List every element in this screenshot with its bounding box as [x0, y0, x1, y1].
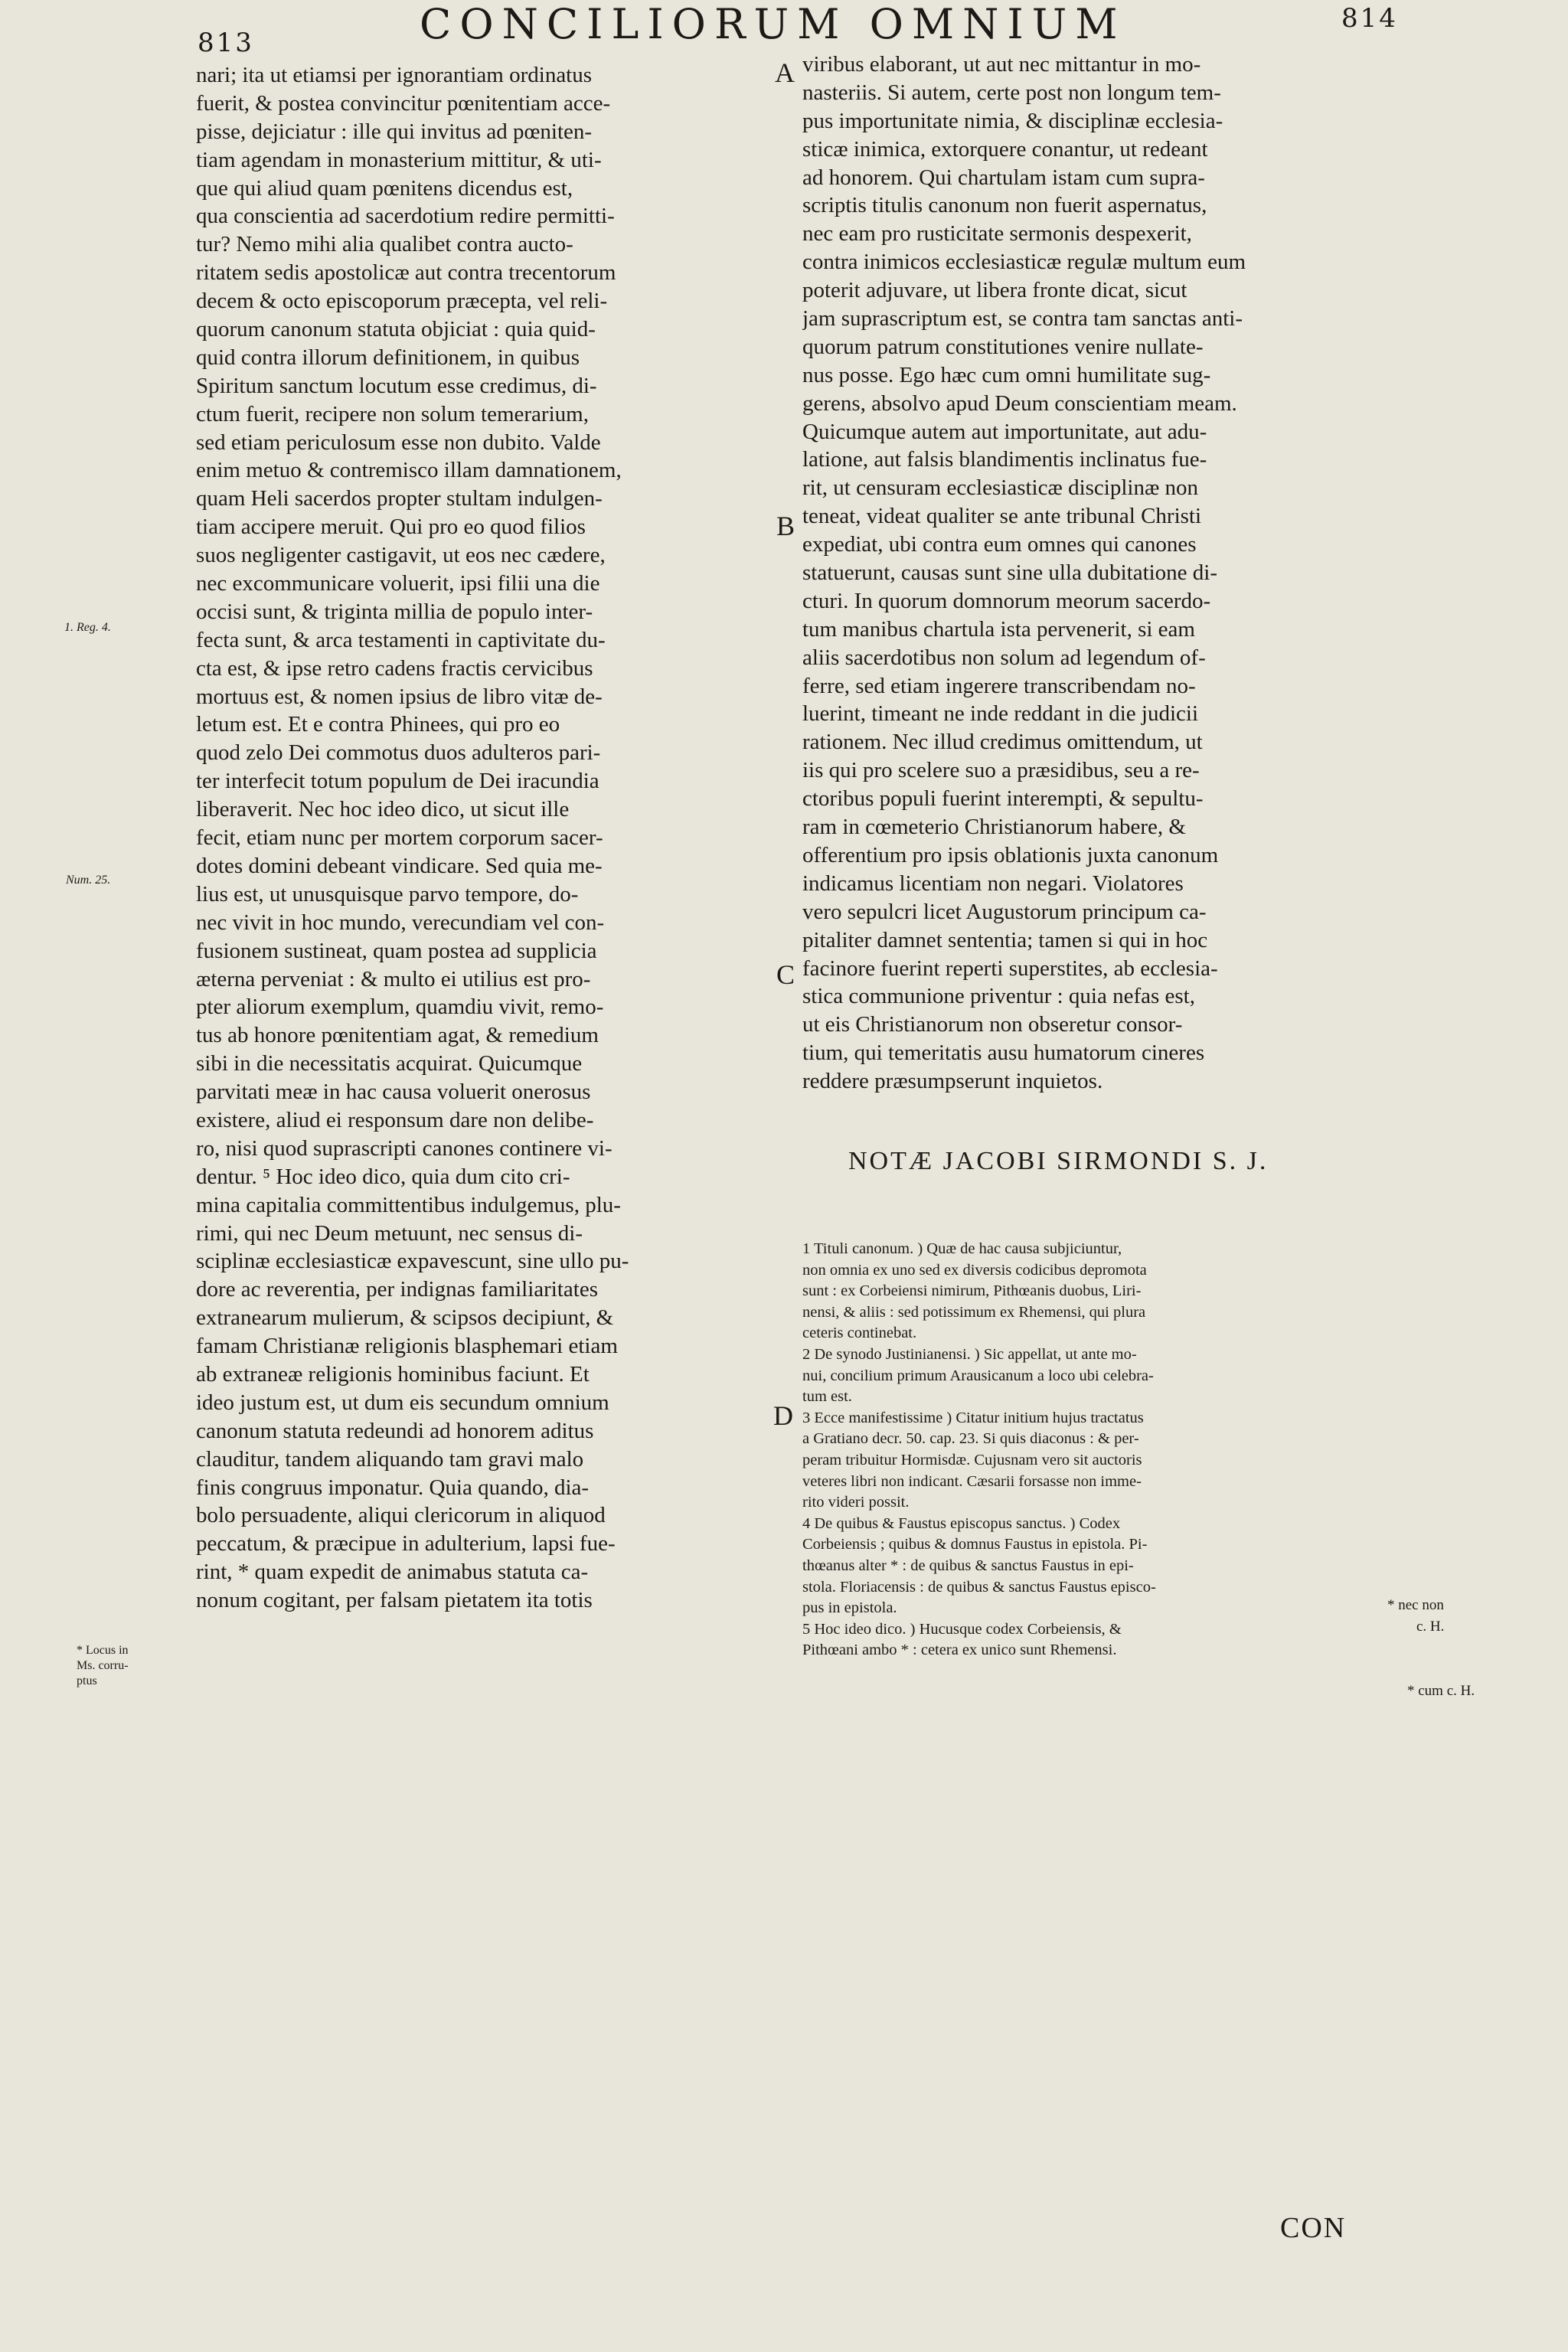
- section-letter-c: C: [776, 959, 795, 990]
- text-line: dotes domini debeant vindicare. Sed quia me-: [196, 853, 603, 878]
- text-line: nec vivit in hoc mundo, verecundiam vel con-: [196, 910, 605, 935]
- text-line: quid contra illorum definitionem, in quibus: [196, 345, 580, 370]
- text-line: liberaverit. Nec hoc ideo dico, ut sicut ille: [196, 797, 570, 822]
- text-line: lius est, ut unusquisque parvo tempore, do-: [196, 881, 579, 906]
- note-line: 1 Tituli canonum. ) Quæ de hac causa subjiciuntur,: [802, 1240, 1122, 1257]
- left-column: [196, 61, 778, 1615]
- margin-note-reg: 1. Reg. 4.: [64, 621, 111, 634]
- text-line: occisi sunt, & triginta millia de populo inter-: [196, 599, 593, 624]
- text-line: æterna perveniat : & multo ei utilius est pro-: [196, 966, 591, 991]
- text-line: teneat, videat qualiter se ante tribunal Christi: [802, 504, 1202, 529]
- text-line: existere, aliud ei responsum dare non delibe-: [196, 1107, 594, 1132]
- text-line: tium, qui temeritatis ausu humatorum cineres: [802, 1040, 1205, 1066]
- page-number-right: 814: [1341, 3, 1398, 34]
- note-line: stola. Floriacensis : de quibus & sanctus Faustus episco-: [802, 1578, 1156, 1596]
- right-column: [802, 51, 1400, 1096]
- text-line: offerentium pro ipsis oblationis juxta canonum: [802, 842, 1219, 867]
- text-line: rit, ut censuram ecclesiasticæ disciplinæ non: [802, 475, 1199, 501]
- text-line: cta est, & ipse retro cadens fractis cervicibus: [196, 655, 593, 681]
- text-line: nasteriis. Si autem, certe post non longum tem-: [802, 80, 1221, 105]
- text-line: tiam agendam in monasterium mittitur, & uti-: [196, 147, 602, 172]
- text-line: bolo persuadente, aliqui clericorum in aliquod: [196, 1503, 606, 1528]
- text-line: fusionem sustineat, quam postea ad supplicia: [196, 938, 597, 963]
- note-line: Pithœani ambo * : cetera ex unico sunt Rhemensi.: [802, 1642, 1117, 1659]
- text-line: aliis sacerdotibus non solum ad legendum of-: [802, 645, 1206, 670]
- margin-note-num: Num. 25.: [66, 874, 111, 887]
- text-line: quam Heli sacerdos propter stultam indulgen-: [196, 486, 603, 511]
- text-line: parvitati meæ in hac causa voluerit onerosus: [196, 1080, 591, 1105]
- text-line: mortuus est, & nomen ipsius de libro vitæ de-: [196, 684, 603, 709]
- text-line: sibi in die necessitatis acquirat. Quicumque: [196, 1051, 583, 1076]
- text-line: nec excommunicare voluerit, ipsi filii una die: [196, 571, 600, 596]
- text-line: scriptis titulis canonum non fuerit aspernatus,: [802, 193, 1207, 218]
- text-line: Quicumque autem aut importunitate, aut adu-: [802, 419, 1207, 444]
- text-line: que qui aliud quam pœnitens dicendus est,: [196, 175, 573, 201]
- note-line: ceteris continebat.: [802, 1325, 917, 1342]
- note-line: peram tribuitur Hormisdæ. Cujusnam vero sit auctoris: [802, 1451, 1142, 1468]
- note-line: 3 Ecce manifestissime ) Citatur initium hujus tractatus: [802, 1409, 1144, 1426]
- text-line: ram in cœmeterio Christianorum habere, &: [802, 815, 1186, 840]
- text-line: pus importunitate nimia, & disciplinæ ecclesia-: [802, 108, 1223, 133]
- text-line: jam suprascriptum est, se contra tam sanctas anti-: [802, 306, 1243, 332]
- text-line: sciplinæ ecclesiasticæ expavescunt, sine ullo pu-: [196, 1249, 629, 1274]
- text-line: luerint, timeant ne inde reddant in die judicii: [802, 701, 1199, 727]
- text-line: ro, nisi quod suprascripti canones continere vi-: [196, 1135, 612, 1161]
- margin-note-locus: * Locus in Ms. corru- ptus: [77, 1644, 129, 1687]
- text-line: rationem. Nec illud credimus omittendum, ut: [802, 730, 1203, 755]
- note-line: non omnia ex uno sed ex diversis codicibus depromota: [802, 1261, 1147, 1279]
- text-line: extranearum mulierum, & scipsos decipiunt, &: [196, 1305, 614, 1331]
- text-line: ad honorem. Qui chartulam istam cum supra-: [802, 165, 1205, 190]
- text-line: tum manibus chartula ista pervenerit, si eam: [802, 616, 1195, 642]
- section-letter-a: A: [775, 57, 795, 88]
- text-line: contra inimicos ecclesiasticæ regulæ multum eum: [802, 250, 1246, 275]
- text-line: facinore fuerint reperti superstites, ab ecclesia-: [802, 956, 1218, 981]
- text-line: fuerit, & postea convincitur pœnitentiam acce-: [196, 90, 611, 116]
- notes-title: NOTÆ JACOBI SIRMONDI S. J.: [848, 1147, 1269, 1175]
- text-line: nec eam pro rusticitate sermonis despexerit,: [802, 221, 1192, 247]
- text-line: latione, aut falsis blandimentis inclinatus fue-: [802, 447, 1207, 472]
- text-line: peccatum, & præcipue in adulterium, lapsi fue-: [196, 1531, 616, 1557]
- text-line: fecit, etiam nunc per mortem corporum sacer-: [196, 825, 603, 851]
- note-line: rito videri possit.: [802, 1494, 910, 1511]
- text-line: letum est. Et e contra Phinees, qui pro eo: [196, 712, 560, 737]
- text-line: clauditur, tandem aliquando tam gravi malo: [196, 1446, 584, 1472]
- note-line: 4 De quibus & Faustus episcopus sanctus. ) Codex: [802, 1514, 1121, 1532]
- text-line: quorum canonum statuta objiciat : quia quid-: [196, 317, 596, 342]
- notes-block: [802, 1239, 1400, 1661]
- text-line: nus posse. Ego hæc cum omni humilitate sug-: [802, 362, 1211, 387]
- side-note-nec-non: * nec non: [1387, 1597, 1444, 1613]
- text-line: viribus elaborant, ut aut nec mittantur in mo-: [802, 52, 1201, 77]
- side-note-cum-ch: * cum c. H.: [1407, 1683, 1475, 1699]
- text-line: fecta sunt, & arca testamenti in captivitate du-: [196, 627, 606, 652]
- note-line: sunt : ex Corbeiensi nimirum, Pithœanis duobus, Liri-: [802, 1282, 1142, 1300]
- text-line: sticæ inimica, extorquere conantur, ut redeant: [802, 136, 1208, 162]
- text-line: quorum patrum constitutiones venire nullate-: [802, 334, 1204, 359]
- section-letter-b: B: [776, 511, 795, 541]
- text-line: statuerunt, causas sunt sine ulla dubitatione di-: [802, 560, 1218, 586]
- text-line: sed etiam periculosum esse non dubito. Valde: [196, 430, 601, 455]
- text-line: ideo justum est, ut dum eis secundum omnium: [196, 1390, 609, 1415]
- side-note-ch: c. H.: [1416, 1619, 1445, 1635]
- running-title: CONCILIORUM OMNIUM: [420, 0, 1126, 48]
- text-line: pter aliorum exemplum, quamdiu vivit, remo-: [196, 995, 604, 1020]
- text-line: stica communione priventur : quia nefas est,: [802, 984, 1195, 1009]
- text-line: tus ab honore pœnitentiam agat, & remedium: [196, 1023, 599, 1048]
- text-line: indicamus licentiam non negari. Violatores: [802, 871, 1184, 896]
- text-line: ritatem sedis apostolicæ aut contra trecentorum: [196, 260, 616, 286]
- text-line: iis qui pro scelere suo a præsidibus, seu a re-: [802, 758, 1200, 783]
- text-line: nari; ita ut etiamsi per ignorantiam ordinatus: [196, 63, 593, 87]
- text-line: gerens, absolvo apud Deum conscientiam meam.: [802, 390, 1237, 416]
- page-number-left: 813: [198, 28, 254, 58]
- note-line: 2 De synodo Justinianensi. ) Sic appellat, ut ante mo-: [802, 1345, 1137, 1363]
- text-line: expediat, ubi contra eum omnes qui canones: [802, 532, 1197, 557]
- text-line: mina capitalia committentibus indulgemus, plu-: [196, 1192, 621, 1217]
- text-line: rimi, qui nec Deum metuunt, nec sensus di-: [196, 1220, 583, 1246]
- text-line: pisse, dejiciatur : ille qui invitus ad pœniten-: [196, 119, 593, 144]
- catchword: CON: [1280, 2212, 1347, 2244]
- note-line: Corbeiensis ; quibus & domnus Faustus in epistola. Pi-: [802, 1536, 1148, 1553]
- text-line: ctoribus populi fuerint interempti, & sepultu-: [802, 786, 1204, 812]
- text-line: quod zelo Dei commotus duos adulteros pari-: [196, 740, 601, 766]
- note-line: 5 Hoc ideo dico. ) Hucusque codex Corbeiensis, &: [802, 1620, 1122, 1638]
- text-line: tur? Nemo mihi alia qualibet contra aucto-: [196, 232, 573, 257]
- text-line: enim metuo & contremisco illam damnationem,: [196, 458, 622, 483]
- note-line: nensi, & aliis : sed potissimum ex Rhemensi, qui plura: [802, 1303, 1146, 1321]
- section-letter-d: D: [773, 1400, 793, 1431]
- text-line: poterit adjuvare, ut libera fronte dicat, sicut: [802, 278, 1187, 303]
- text-line: suos negligenter castigavit, ut eos nec cædere,: [196, 543, 606, 568]
- note-line: a Gratiano decr. 50. cap. 23. Si quis diaconus : & per-: [802, 1430, 1139, 1448]
- text-line: qua conscientia ad sacerdotium redire permitti-: [196, 204, 615, 229]
- text-line: finis congruus imponatur. Quia quando, dia-: [196, 1475, 590, 1500]
- text-line: ab extraneæ religionis hominibus faciunt. Et: [196, 1361, 590, 1387]
- text-line: dentur. ⁵ Hoc ideo dico, quia dum cito cri-: [196, 1164, 570, 1189]
- text-line: famam Christianæ religionis blasphemari etiam: [196, 1334, 618, 1359]
- text-line: pitaliter damnet sententia; tamen si qui in hoc: [802, 927, 1208, 952]
- text-line: Spiritum sanctum locutum esse credimus, di-: [196, 373, 597, 398]
- note-line: thœanus alter * : de quibus & sanctus Faustus in epi-: [802, 1557, 1134, 1574]
- text-line: nonum cogitant, per falsam pietatem ita totis: [196, 1588, 593, 1613]
- text-line: reddere præsumpserunt inquietos.: [802, 1069, 1103, 1094]
- text-line: ctum fuerit, recipere non solum temerarium,: [196, 401, 589, 426]
- note-line: tum est.: [802, 1388, 852, 1406]
- note-line: pus in epistola.: [802, 1599, 897, 1617]
- note-line: nui, concilium primum Arausicanum a loco ubi celebra-: [802, 1367, 1154, 1384]
- text-line: cturi. In quorum domnorum meorum sacerdo-: [802, 588, 1211, 613]
- text-line: vero sepulcri licet Augustorum principum ca-: [802, 899, 1207, 924]
- note-line: veteres libri non indicant. Cæsarii forsasse non imme-: [802, 1472, 1142, 1490]
- page-header: [0, 0, 1568, 58]
- text-line: ferre, sed etiam ingerere transcribendam no-: [802, 673, 1196, 698]
- text-line: canonum statuta redeundi ad honorem aditus: [196, 1418, 594, 1443]
- text-line: rint, * quam expedit de animabus statuta ca-: [196, 1560, 589, 1585]
- text-line: ut eis Christianorum non obseretur consor-: [802, 1012, 1183, 1037]
- text-line: tiam accipere meruit. Qui pro eo quod filios: [196, 514, 586, 540]
- text-line: decem & octo episcoporum præcepta, vel reli-: [196, 289, 608, 314]
- text-line: dore ac reverentia, per indignas familiaritates: [196, 1277, 598, 1302]
- text-line: ter interfecit totum populum de Dei iracundia: [196, 769, 599, 794]
